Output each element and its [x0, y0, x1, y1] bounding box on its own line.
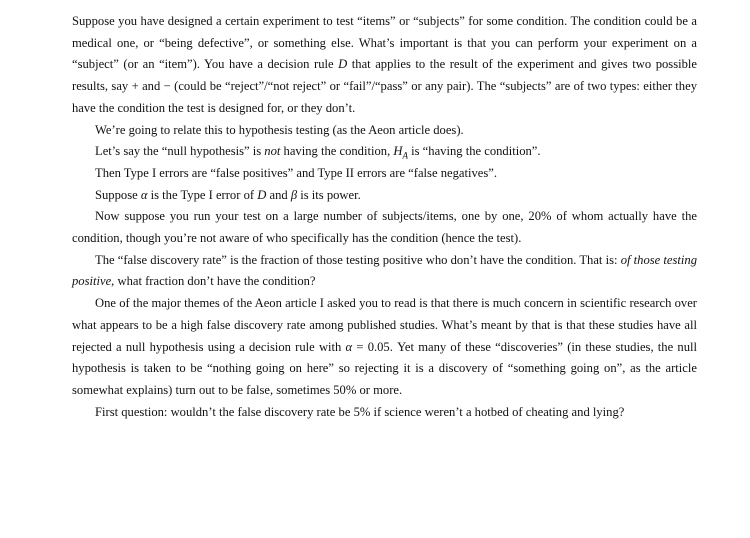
- text-run: is the Type I error of: [147, 187, 258, 202]
- paragraph-intro: [72, 11, 697, 120]
- math-subscript-a: A: [402, 150, 408, 161]
- text-run: One of the major themes of the Aeon article I asked you to read is that there is much concern in scientific research over what appears to be a high false discovery rate among published studies. What’s meant by that is that these studies have all rejected a null hypothesis using a decision rule with: [72, 296, 697, 354]
- text-run: is its power.: [297, 187, 361, 202]
- paragraph-alpha-beta: [72, 185, 697, 207]
- text-run: Let’s say the “null hypothesis” is: [95, 144, 265, 159]
- paragraph-run-test: Now suppose you run your test on a large number of subjects/items, one by one, 20% of whom actually have the condition, though you’re not aware of who specifically has the condition (hence the test).: [72, 209, 697, 246]
- math-alpha: α: [140, 187, 148, 202]
- text-run: Suppose you have designed a certain experiment to test “items” or “subjects” for some condition. The condition could be a medical one, or “being defective”, or something else. What’s important is that you can perform your experiment on a “subject” (or an “item”). You have a decision rule: [72, 14, 697, 72]
- text-run: and: [266, 187, 291, 202]
- paragraph-error-types: Then Type I errors are “false positives” and Type II errors are “false negatives”.: [95, 165, 497, 180]
- math-decision-rule: D: [257, 187, 267, 202]
- text-run: , what fraction don’t have the condition?: [111, 274, 316, 289]
- math-value: 0.05: [367, 339, 390, 354]
- math-alpha-equation: [346, 340, 390, 354]
- paragraph-hypothesis-testing: We’re going to relate this to hypothesis testing (as the Aeon article does).: [95, 122, 464, 137]
- text-run: is “having the condition”.: [407, 144, 541, 159]
- paragraph-null-hypothesis: [72, 141, 697, 163]
- paragraph-aeon-article: [72, 293, 697, 402]
- math-decision-rule: D: [338, 57, 348, 72]
- paragraph-false-discovery-rate: [72, 250, 697, 293]
- math-beta: β: [290, 187, 298, 202]
- emphasis-not: not: [264, 144, 281, 159]
- math-equals: =: [352, 339, 368, 354]
- emphasis-testing-positive: of those testing positive: [72, 252, 697, 289]
- text-run: The “false discovery rate” is the fraction of those testing positive who don’t have the condition. That is:: [95, 252, 621, 267]
- math-alpha: α: [345, 339, 353, 354]
- text-run: that applies to the result of the experiment and gives two possible results, say + and − (could be “reject”/“not reject” or “fail”/“pass” or any pair). The “subjects” are of two types: either they have the condition the test is designed for, or they don’t.: [72, 57, 697, 115]
- math-alt-hypothesis: [393, 144, 408, 161]
- text-run: having the condition,: [280, 144, 394, 159]
- text-run: . Yet many of these “discoveries” (in these studies, the null hypothesis is taken to be “nothing going on here” so rejecting it is a discovery of “something going on”, as the article somewhat explains) turn out to be false, sometimes 50% or more.: [72, 339, 697, 397]
- math-h: H: [393, 144, 403, 159]
- paragraph-first-question: First question: wouldn’t the false discovery rate be 5% if science weren’t a hotbed of cheating and lying?: [95, 404, 625, 419]
- document-page: [72, 11, 697, 423]
- text-run: Suppose: [95, 187, 141, 202]
